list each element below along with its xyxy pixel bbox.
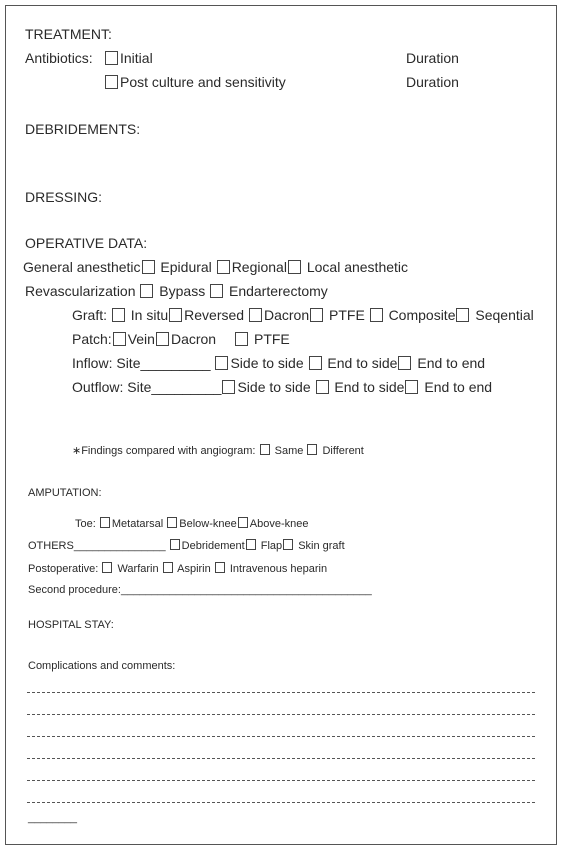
local-anesthetic-label: Local anesthetic [306, 259, 409, 275]
skin-graft-checkbox[interactable] [283, 539, 293, 550]
patch-dacron-checkbox[interactable] [156, 332, 169, 346]
graft-ptfe-label: PTFE [329, 307, 365, 323]
metatarsal-label: Metatarsal [111, 518, 164, 530]
debridement-label: Debridement [181, 540, 245, 552]
bypass-label: Bypass [159, 283, 206, 299]
inflow-side-to-side-label: Side to side [230, 355, 304, 371]
operative-data-heading: OPERATIVE DATA: [25, 235, 148, 251]
reversed-checkbox[interactable] [169, 308, 182, 322]
initial-checkbox[interactable] [105, 51, 118, 65]
different-label: Different [322, 445, 364, 457]
aspirin-label: Aspirin [177, 563, 211, 575]
comment-line[interactable] [27, 758, 535, 759]
vein-label: Vein [127, 331, 155, 347]
below-knee-checkbox[interactable] [167, 517, 177, 528]
intravenous-heparin-checkbox[interactable] [215, 562, 225, 573]
second-procedure-field[interactable]: Second procedure:_________________________________________ [28, 584, 372, 596]
patch-ptfe-label: PTFE [253, 331, 290, 347]
patch-row [72, 332, 290, 346]
revascularization-label: Revascularization [25, 283, 136, 299]
below-knee-label: Below-knee [179, 518, 237, 530]
above-knee-checkbox[interactable] [238, 517, 248, 528]
endarterectomy-checkbox[interactable] [210, 284, 223, 298]
findings-label: ∗Findings compared with angiogram: [72, 445, 256, 457]
outflow-end-to-side-label: End to side [334, 379, 405, 395]
outflow-side-to-side-checkbox[interactable] [222, 380, 235, 394]
patch-ptfe-checkbox[interactable] [235, 332, 248, 346]
composite-checkbox[interactable] [370, 308, 383, 322]
treatment-heading: TREATMENT: [25, 26, 112, 42]
intravenous-heparin-label: Intravenous heparin [229, 563, 328, 575]
inflow-end-to-side-checkbox[interactable] [309, 356, 322, 370]
patch-label: Patch: [72, 331, 112, 347]
toe-row [75, 517, 308, 530]
graft-label: Graft: [72, 307, 108, 323]
comment-line[interactable] [27, 714, 535, 715]
skin-graft-label: Skin graft [298, 540, 345, 552]
outflow-site-label: Outflow: Site_________ [72, 379, 222, 395]
post-culture-label: Post culture and sensitivity [120, 74, 286, 90]
hospital-stay-heading: HOSPITAL STAY: [28, 619, 114, 631]
dressing-heading: DRESSING: [25, 189, 103, 205]
duration-post-culture-label: Duration [406, 74, 459, 90]
comment-line[interactable] [27, 802, 535, 803]
outflow-end-to-end-label: End to end [424, 379, 493, 395]
comment-tail-line[interactable]: ________ [28, 812, 77, 824]
general-anesthetic-label: General anesthetic [23, 259, 141, 275]
duration-initial-label: Duration [406, 50, 459, 66]
in-situ-checkbox[interactable] [112, 308, 125, 322]
above-knee-label: Above-knee [249, 518, 309, 530]
regional-checkbox[interactable] [288, 260, 301, 274]
same-label: Same [274, 445, 304, 457]
comment-line[interactable] [27, 692, 535, 693]
complications-heading: Complications and comments: [28, 660, 176, 672]
toe-label: Toe: [75, 518, 96, 530]
metatarsal-checkbox[interactable] [100, 517, 110, 528]
outflow-end-to-side-checkbox[interactable] [316, 380, 329, 394]
comment-line[interactable] [27, 736, 535, 737]
graft-row [72, 308, 534, 322]
graft-ptfe-checkbox[interactable] [310, 308, 323, 322]
epidural-label: Epidural [160, 259, 212, 275]
seqential-label: Seqential [475, 307, 534, 323]
findings-row [72, 444, 364, 457]
inflow-end-to-end-label: End to end [417, 355, 486, 371]
composite-label: Composite [388, 307, 456, 323]
graft-dacron-label: Dacron [263, 307, 310, 323]
revascularization-row [25, 284, 328, 298]
graft-dacron-checkbox[interactable] [249, 308, 262, 322]
debridements-heading: DEBRIDEMENTS: [25, 121, 141, 137]
bypass-checkbox[interactable] [140, 284, 153, 298]
vein-checkbox[interactable] [113, 332, 126, 346]
warfarin-label: Warfarin [117, 563, 159, 575]
same-checkbox[interactable] [260, 444, 270, 455]
inflow-side-to-side-checkbox[interactable] [215, 356, 228, 370]
patch-dacron-label: Dacron [170, 331, 217, 347]
inflow-end-to-end-checkbox[interactable] [398, 356, 411, 370]
inflow-end-to-side-label: End to side [327, 355, 398, 371]
postoperative-label: Postoperative: [28, 563, 99, 575]
anesthesia-row [23, 260, 408, 274]
flap-label: Flap [260, 540, 283, 552]
postoperative-row [28, 562, 327, 575]
debridement-checkbox[interactable] [170, 539, 180, 550]
antibiotics-initial-option[interactable] [104, 51, 153, 65]
antibiotics-label: Antibiotics: [25, 50, 93, 66]
endarterectomy-label: Endarterectomy [228, 283, 328, 299]
reversed-label: Reversed [184, 307, 245, 323]
initial-label: Initial [120, 50, 153, 66]
general-anesthetic-checkbox[interactable] [142, 260, 155, 274]
others-label: OTHERS_______________ [28, 540, 166, 552]
warfarin-checkbox[interactable] [102, 562, 112, 573]
inflow-site-label: Inflow: Site_________ [72, 355, 211, 371]
outflow-end-to-end-checkbox[interactable] [405, 380, 418, 394]
seqential-checkbox[interactable] [456, 308, 469, 322]
post-culture-checkbox[interactable] [105, 75, 118, 89]
outflow-row [72, 380, 492, 394]
flap-checkbox[interactable] [246, 539, 256, 550]
amputation-heading: AMPUTATION: [28, 487, 102, 499]
inflow-row [72, 356, 485, 370]
comment-line[interactable] [27, 780, 535, 781]
epidural-checkbox[interactable] [217, 260, 230, 274]
antibiotics-post-culture-option[interactable] [104, 75, 286, 89]
different-checkbox[interactable] [307, 444, 317, 455]
regional-label: Regional [231, 259, 287, 275]
outflow-side-to-side-label: Side to side [237, 379, 311, 395]
aspirin-checkbox[interactable] [163, 562, 173, 573]
in-situ-label: In situ [130, 307, 169, 323]
others-row [28, 539, 345, 552]
